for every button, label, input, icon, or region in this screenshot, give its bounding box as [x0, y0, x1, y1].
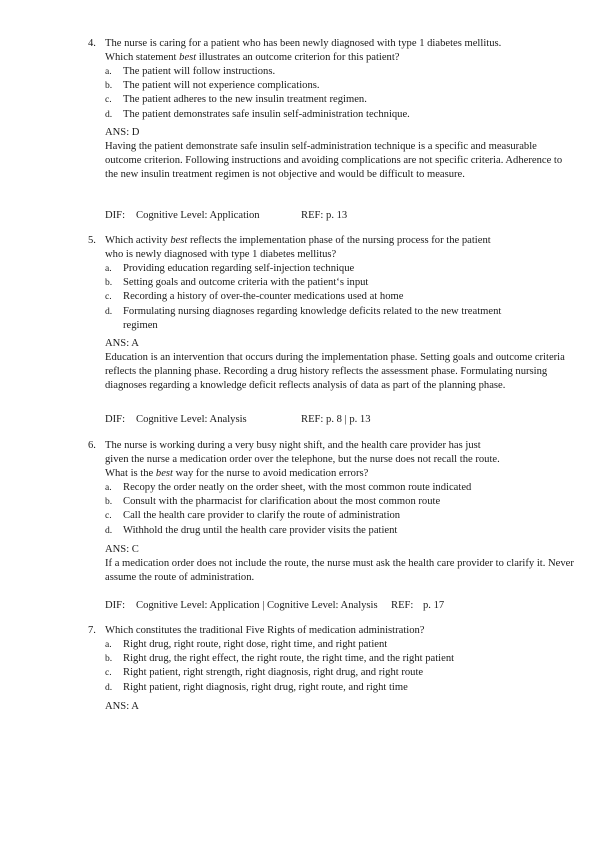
option-d: d. Withhold the drug until the health care provider visits the patient — [105, 524, 398, 536]
option-d: d. Right patient, right diagnosis, right drug, right route, and right time — [105, 681, 408, 693]
question-stem: The nurse is caring for a patient who has been newly diagnosed with type 1 diabetes mellitus. Which statement best illustrates an outcome criterion for this patient? — [105, 38, 502, 64]
answer: ANS: D — [105, 127, 140, 138]
option-d: d. Formulating nursing diagnoses regarding knowledge deficits related to the new treatment regimen — [105, 305, 502, 331]
option-b: b. The patient will not experience complications. — [105, 80, 320, 92]
question-stem: Which constitutes the traditional Five Rights of medication administration? — [105, 625, 425, 636]
option-a: a. Right drug, right route, right dose, right time, and right patient — [105, 639, 388, 650]
question-number: 6. — [88, 440, 96, 451]
options-list — [0, 65, 600, 122]
options-list — [0, 262, 600, 333]
rationale: Having the patient demonstrate safe insulin self-administration technique is a specific and measurable outcome criterion. Following instructions and avoiding complications are not specific criteria. Adherence to the new insulin treatment regimen is not objective and would be difficult to measure. — [105, 141, 563, 181]
options-list — [0, 638, 600, 695]
rationale: Education is an intervention that occurs during the implementation phase. Setting goals and outcome criteria reflects the planning phase. Recording a drug history reflects the assessment phase. Formulating nursing diagnoses regarding a knowledge deficit reflects analysis of data as part of the planning phase. — [105, 352, 565, 392]
document-page: 4. The nurse is caring for a patient who has been newly diagnosed with type 1 diabetes mellitus. Which statement best illustrates an outcome criterion for this patient? a. The patient will follow instructions. b. The patient will not experience complications. c. The patient adheres to the new insulin treatment regimen. d. The patient demonstrates safe insulin self-administration technique. ANS: D Having the patient demonstrate safe insulin self-administration technique is a specific and measurable outcome criterion. Following instructions and avoiding complications are not specific criteria. Adherence to the new insulin treatment regimen is not objective and would be difficult to measure. DIF: Cognitive Level: Application REF: p. 13 5. Which activity best reflects the implementation phase of the nursing process for the patient who is newly diagnosed with type 1 diabetes mellitus? a. Providing education regarding self-injection technique b. Setting goals and outcome criteria with the patient‘s input c. Recording a history of over-the-counter medications used at home d. Formulating nursing diagnoses regarding knowledge deficits related to the new treatment regimen ANS: A Education is an intervention that occurs during the implementation phase. Setting goals and outcome criteria reflects the planning phase. Recording a drug history reflects the assessment phase. Formulating nursing diagnoses regarding a knowledge deficit reflects analysis of data as part of the planning phase. DIF: Cognitive Level: Analysis REF: p. 8 | p. 13 6. The nurse is working during a very busy night shift, and the health care provider has just given the nurse a medication order over the telephone, but the nurse does not recall the route. What is the best way for the nurse to avoid medication errors? a. Recopy the order neatly on the order sheet, with the most common route indicated b. Consult with the pharmacist for clarification about the most common route c. Call the health care provider to clarify the route of administration d. Withhold the drug until the health care provider visits the patient ANS: C If a medication order does not include the route, the nurse must ask the health care provider to clarify it. Never assume the route of administration. DIF: Cognitive Level: Application | Cognitive Level: Analysis REF: p. 17 7. Which constitutes the traditional Five Rights of medication administration? a. Right drug, right route, right dose, right time, and right patient b. Right drug, the right effect, the right route, the right time, and the right patient c. Right patient, right strength, right diagnosis, right drug, and right route d. Right patient, right diagnosis, right drug, right route, and right time ANS: A — [0, 0, 600, 849]
option-b: b. Right drug, the right effect, the right route, the right time, and the right patient — [105, 653, 455, 665]
options-list — [0, 481, 600, 538]
option-a: a. The patient will follow instructions. — [105, 66, 276, 77]
option-a: a. Providing education regarding self-injection technique — [105, 263, 355, 274]
option-c: c. Right patient, right strength, right diagnosis, right drug, and right route — [105, 667, 424, 679]
option-c: c. The patient adheres to the new insulin treatment regimen. — [105, 94, 367, 106]
question-number: 7. — [88, 625, 96, 636]
option-b: b. Setting goals and outcome criteria with the patient‘s input — [105, 277, 369, 289]
option-c: c. Call the health care provider to clarify the route of administration — [105, 510, 401, 522]
rationale: If a medication order does not include the route, the nurse must ask the health care provider to clarify it. Never assume the route of administration. — [105, 558, 574, 584]
option-d: d. The patient demonstrates safe insulin self-administration technique. — [105, 108, 410, 120]
answer: ANS: A — [105, 701, 139, 712]
answer: ANS: A — [105, 338, 139, 349]
question-number: 4. — [88, 38, 96, 49]
question-stem: The nurse is working during a very busy night shift, and the health care provider has just given the nurse a medication order over the telephone, but the nurse does not recall the route. What is the best way for the nurse to avoid medication errors? — [105, 440, 500, 480]
option-b: b. Consult with the pharmacist for clarification about the most common route — [105, 496, 441, 508]
option-c: c. Recording a history of over-the-counter medications used at home — [105, 291, 404, 303]
option-a: a. Recopy the order neatly on the order sheet, with the most common route indicated — [105, 482, 472, 493]
question-number: 5. — [88, 235, 96, 246]
answer: ANS: C — [105, 544, 139, 555]
question-stem: Which activity best reflects the implementation phase of the nursing process for the patient who is newly diagnosed with type 1 diabetes mellitus? — [105, 235, 491, 261]
